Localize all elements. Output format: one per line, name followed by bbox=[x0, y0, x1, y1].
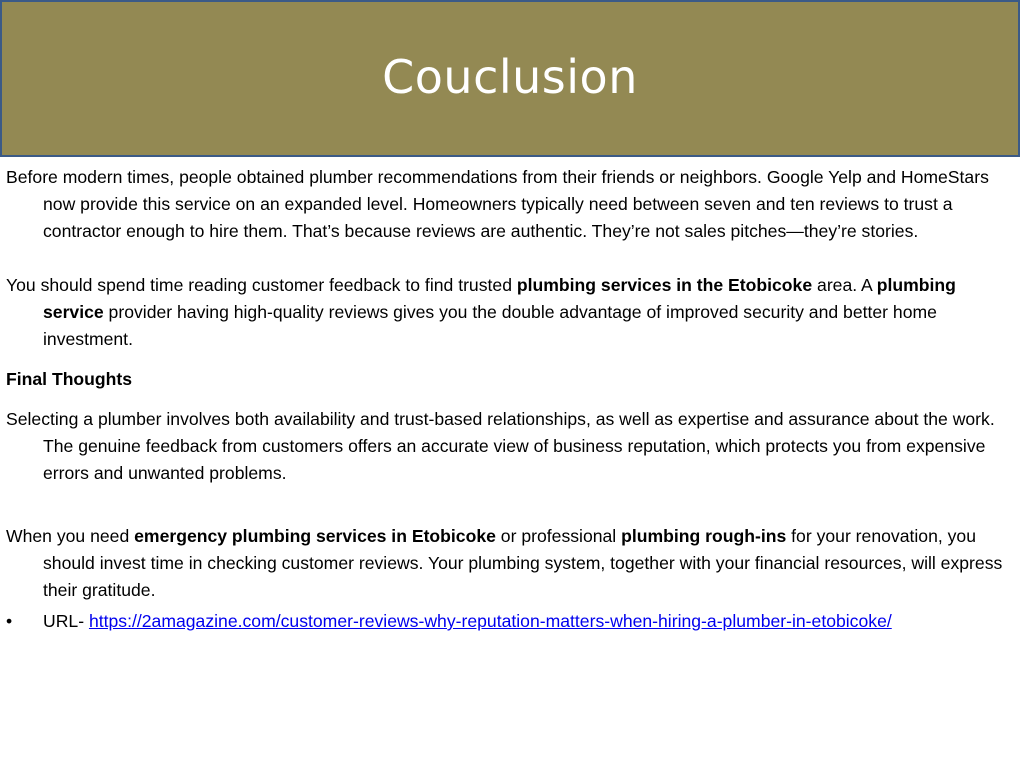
url-bullet-item bbox=[6, 608, 1016, 635]
paragraph-emergency-bold-2: plumbing rough-ins bbox=[621, 526, 787, 546]
paragraph-emergency bbox=[6, 523, 1016, 604]
bullet-dot-icon: • bbox=[6, 611, 13, 631]
paragraph-intro: Before modern times, people obtained plumber recommendations from their friends or neighbors. Google Yelp and HomeStars now provide this service on an expanded level. Homeowners typically need between seven and ten reviews to trust a contractor enough to hire them. That’s because reviews are authentic. They’re not sales pitches—they’re stories. bbox=[6, 167, 989, 241]
paragraph-feedback-bold-2: plumbing service bbox=[43, 275, 956, 322]
paragraph-emergency-text-3: for your renovation, you should invest time in checking customer reviews. Your plumbing system, together with your financial resources, will express their gratitude. bbox=[43, 526, 1003, 600]
paragraph-feedback bbox=[6, 272, 1016, 353]
article-url-link[interactable]: https://2amagazine.com/customer-reviews-why-reputation-matters-when-hiring-a-plumber-in-etobicoke/ bbox=[88, 611, 892, 631]
final-thoughts-heading: Final Thoughts bbox=[6, 369, 133, 389]
paragraph-emergency-text-2: or professional bbox=[495, 526, 622, 546]
paragraph-feedback-text-2: area. A bbox=[812, 275, 877, 295]
slide-title: Couclusion bbox=[382, 49, 638, 104]
paragraph-emergency-text-1: When you need bbox=[6, 526, 135, 546]
paragraph-feedback-bold-1: plumbing services in the Etobicoke bbox=[516, 275, 813, 295]
slide-title-bar bbox=[0, 0, 1020, 157]
paragraph-selecting: Selecting a plumber involves both availability and trust-based relationships, as well as expertise and assurance about the work. The genuine feedback from customers offers an accurate view of business reputation, which protects you from expensive errors and unwanted problems. bbox=[6, 409, 995, 483]
slide-body bbox=[6, 164, 1016, 635]
paragraph-feedback-text-1: You should spend time reading customer feedback to find trusted bbox=[6, 275, 517, 295]
url-label: URL- bbox=[43, 611, 89, 631]
paragraph-feedback-text-3: provider having high-quality reviews gives you the double advantage of improved security and better home investment. bbox=[43, 302, 937, 349]
paragraph-emergency-bold-1: emergency plumbing services in Etobicoke bbox=[134, 526, 496, 546]
